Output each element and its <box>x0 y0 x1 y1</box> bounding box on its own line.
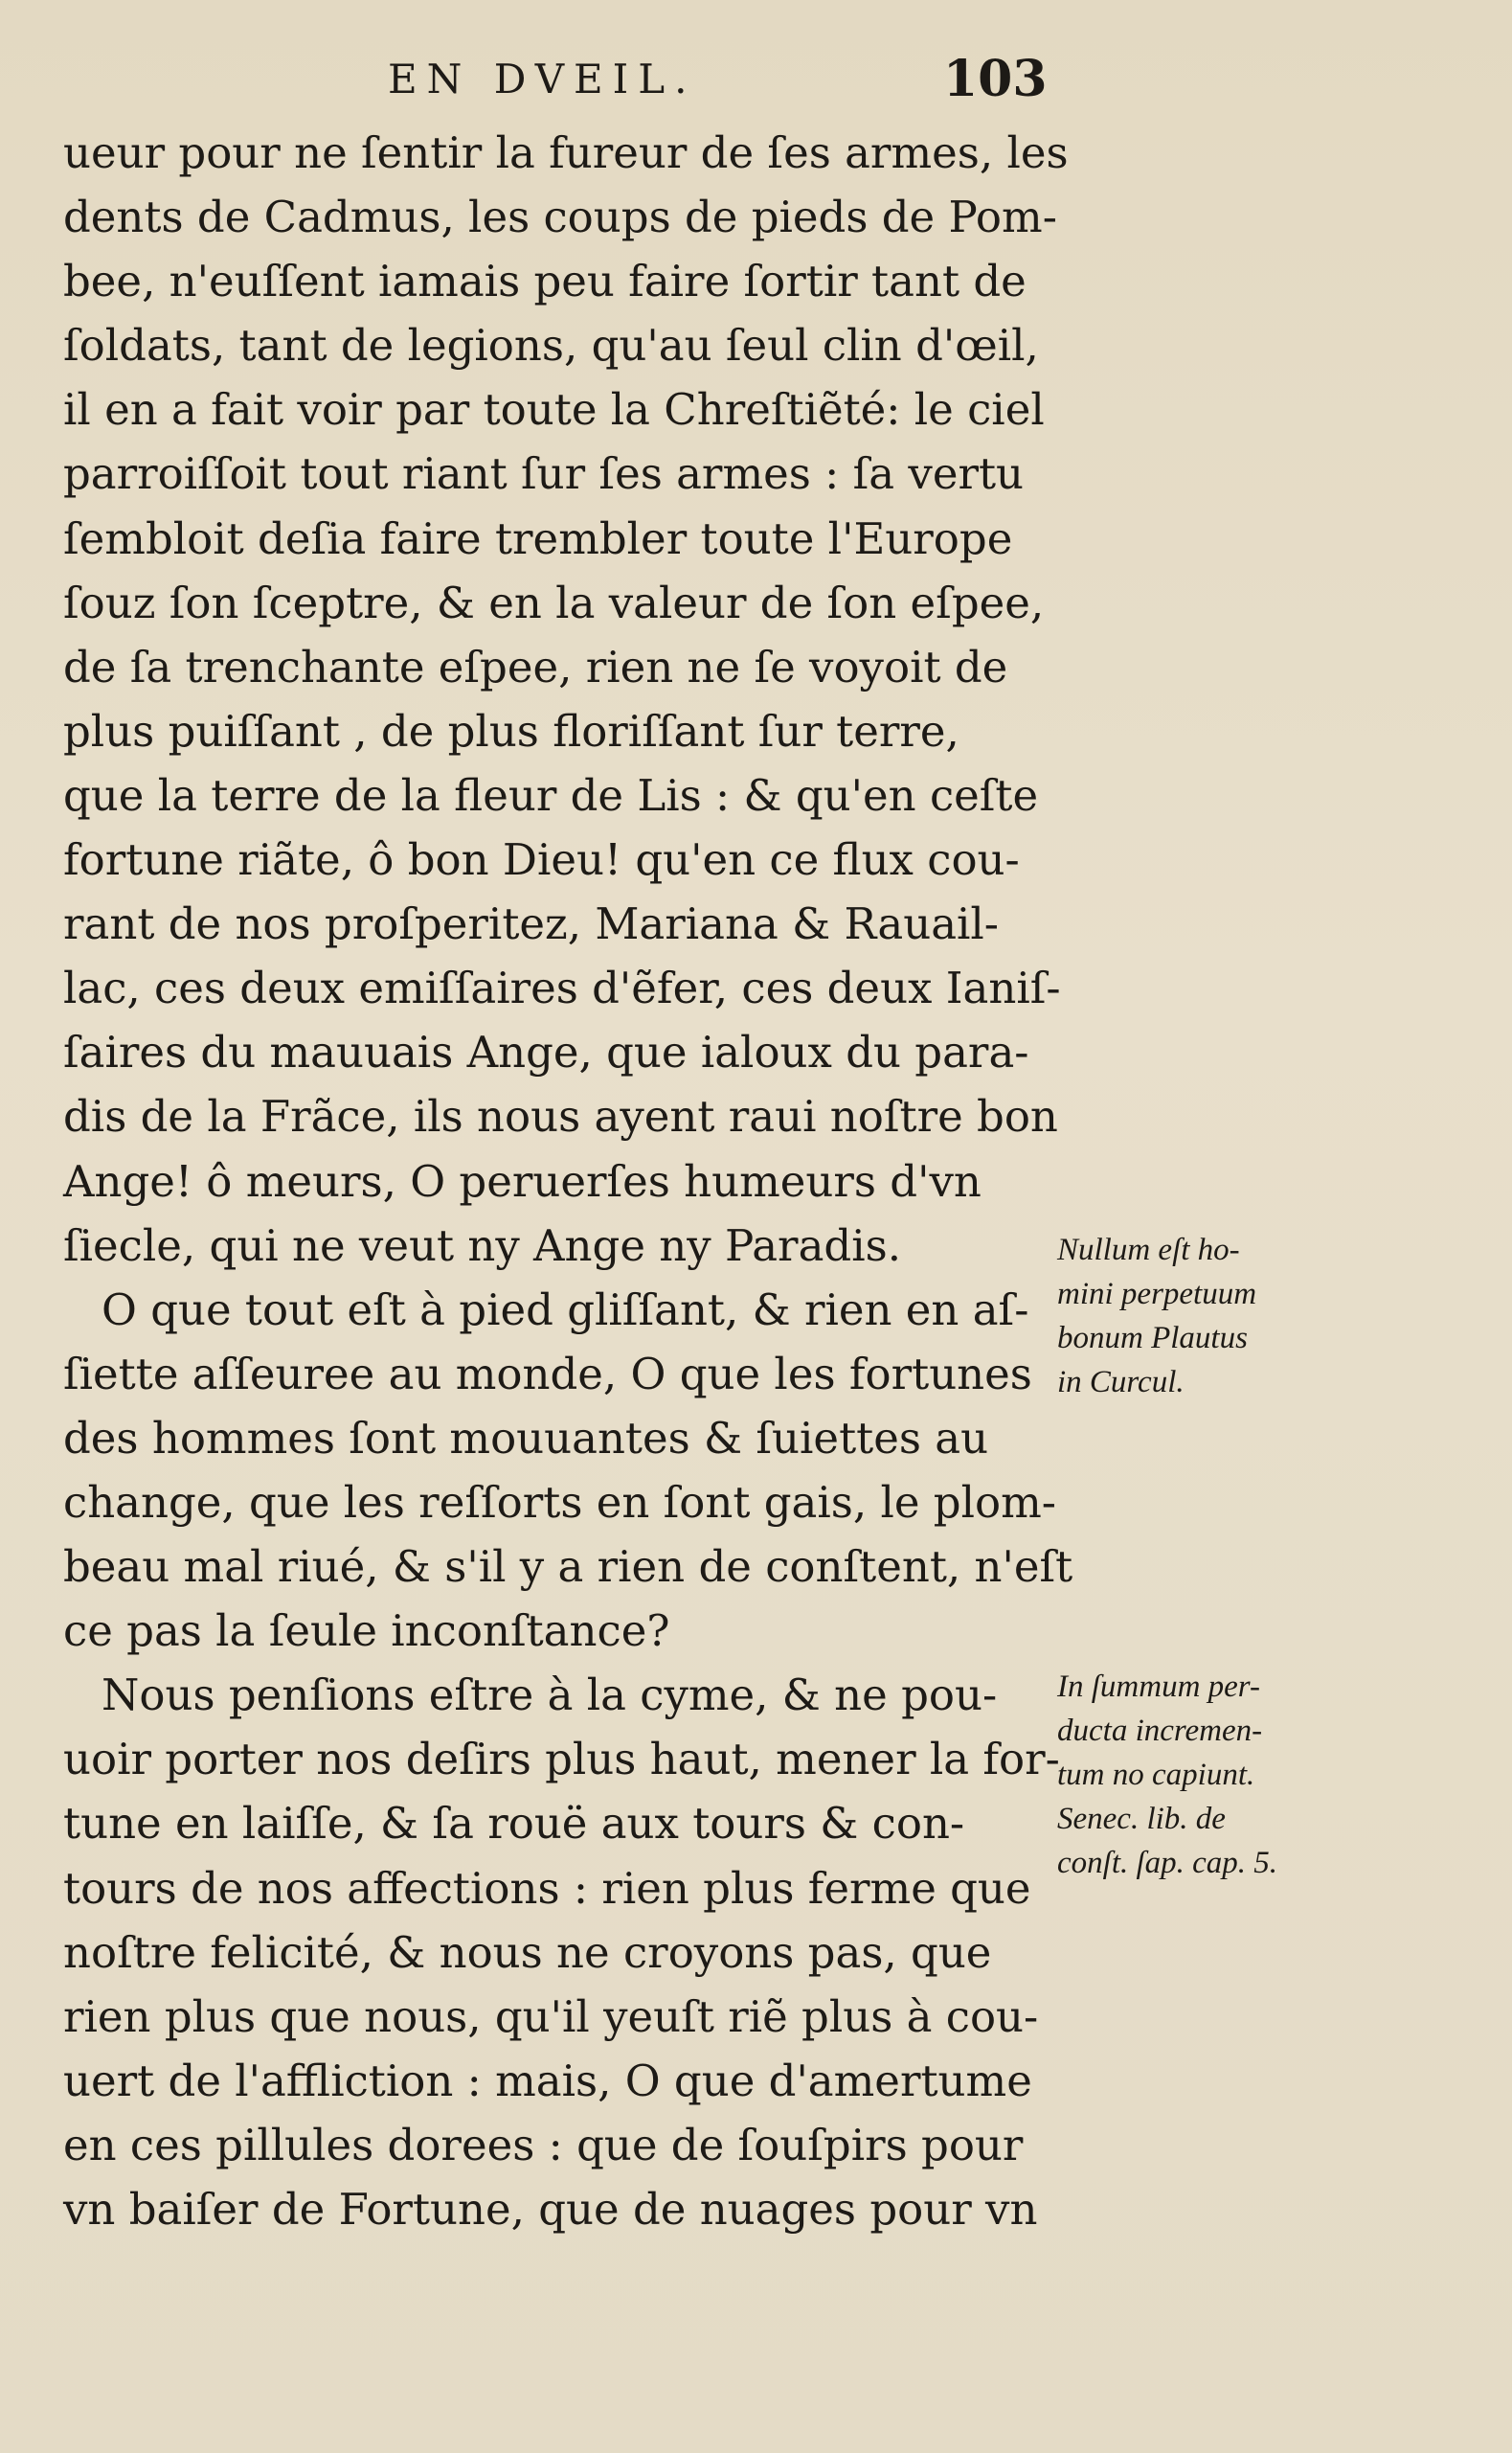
text-line: tune en laiſſe, & ſa rouë aux tours & con- <box>63 1798 965 1850</box>
margin-note-plautus <box>1057 1228 1354 1404</box>
text-line: uert de l'affliction : mais, O que d'amertume <box>63 2055 1032 2106</box>
margin-note-line: tum no capiunt. <box>1057 1758 1255 1792</box>
text-line: il en a fait voir par toute la Chreſtiẽté: le ciel <box>63 384 1045 436</box>
text-line: fortune riãte, ô bon Dieu! qu'en ce flux cou- <box>63 834 1020 886</box>
text-line: vn baiſer de Fortune, que de nuages pour vn <box>63 2184 1038 2235</box>
text-line: ſembloit deſia faire trembler toute l'Europe <box>63 512 1013 564</box>
text-line: ſoldats, tant de legions, qu'au ſeul clin d'œil, <box>63 320 1039 372</box>
text-line: que la terre de la fleur de Lis : & qu'en ceſte <box>63 769 1039 821</box>
text-line: ſaires du mauuais Ange, que ialoux du para- <box>63 1027 1029 1079</box>
text-line: tours de nos affections : rien plus ferme que <box>63 1862 1031 1914</box>
text-line: O que tout eſt à pied gliſſant, & rien en aſ- <box>102 1283 1029 1335</box>
text-line: rant de nos proſperitez, Mariana & Rauail- <box>63 898 1000 950</box>
text-line: ueur pour ne ſentir la fureur de ſes armes, les <box>63 127 1069 178</box>
margin-note-line: bonum Plautus <box>1057 1321 1248 1355</box>
margin-note-line: conſt. ſap. cap. 5. <box>1057 1846 1278 1880</box>
text-line: bee, n'euſſent iamais peu faire ſortir tant de <box>63 256 1027 307</box>
text-line: noſtre felicité, & nous ne croyons pas, que <box>63 1926 992 1978</box>
text-line: dents de Cadmus, les coups de pieds de Pom- <box>63 192 1057 243</box>
text-line: ſiette aſſeuree au monde, O que les fortunes <box>63 1348 1032 1399</box>
margin-note-seneca <box>1057 1665 1354 1885</box>
text-line: lac, ces deux emiſſaires d'ẽfer, ces deux Ianiſ- <box>63 963 1061 1014</box>
margin-note-line: Nullum eſt ho- <box>1057 1233 1240 1267</box>
text-line: en ces pillules dorees : que de ſouſpirs pour <box>63 2119 1024 2170</box>
text-line: uoir porter nos deſirs plus haut, mener la for- <box>63 1734 1060 1785</box>
text-line: Nous penſions eſtre à la cyme, & ne pou- <box>102 1669 998 1721</box>
margin-note-line: ducta incremen- <box>1057 1714 1263 1748</box>
margin-note-line: Senec. lib. de <box>1057 1802 1226 1836</box>
text-line: dis de la Frãce, ils nous ayent raui noſtre bon <box>63 1091 1058 1143</box>
text-line: ſouz ſon ſceptre, & en la valeur de ſon eſpee, <box>63 577 1045 628</box>
text-line: beau mal riué, & s'il y a rien de conſtent, n'eſt <box>63 1541 1073 1593</box>
margin-note-line: mini perpetuum <box>1057 1277 1257 1311</box>
text-line: Ange! ô meurs, O peruerſes humeurs d'vn <box>63 1155 982 1207</box>
text-line: de ſa trenchante eſpee, rien ne ſe voyoit de <box>63 641 1008 693</box>
text-line: ſiecle, qui ne veut ny Ange ny Paradis. <box>63 1219 901 1271</box>
page-header <box>0 50 1512 123</box>
text-line: plus puiſſant , de plus floriſſant ſur terre, <box>63 705 959 757</box>
margin-note-line: In ſummum per- <box>1057 1669 1260 1704</box>
text-line: des hommes ſont mouuantes & ſuiettes au <box>63 1412 989 1464</box>
text-line: change, que les reſſorts en ſont gais, le plom- <box>63 1476 1056 1528</box>
margin-note-line: in Curcul. <box>1057 1365 1185 1399</box>
running-head: EN DVEIL. <box>388 56 697 102</box>
text-line: rien plus que nous, qu'il yeuſt riẽ plus à cou- <box>63 1990 1039 2042</box>
text-line: ce pas la ſeule inconſtance? <box>63 1605 670 1657</box>
page-number: 103 <box>943 50 1048 108</box>
text-line: parroiſſoit tout riant ſur ſes armes : ſa vertu <box>63 448 1025 500</box>
body-text <box>63 121 1073 2241</box>
